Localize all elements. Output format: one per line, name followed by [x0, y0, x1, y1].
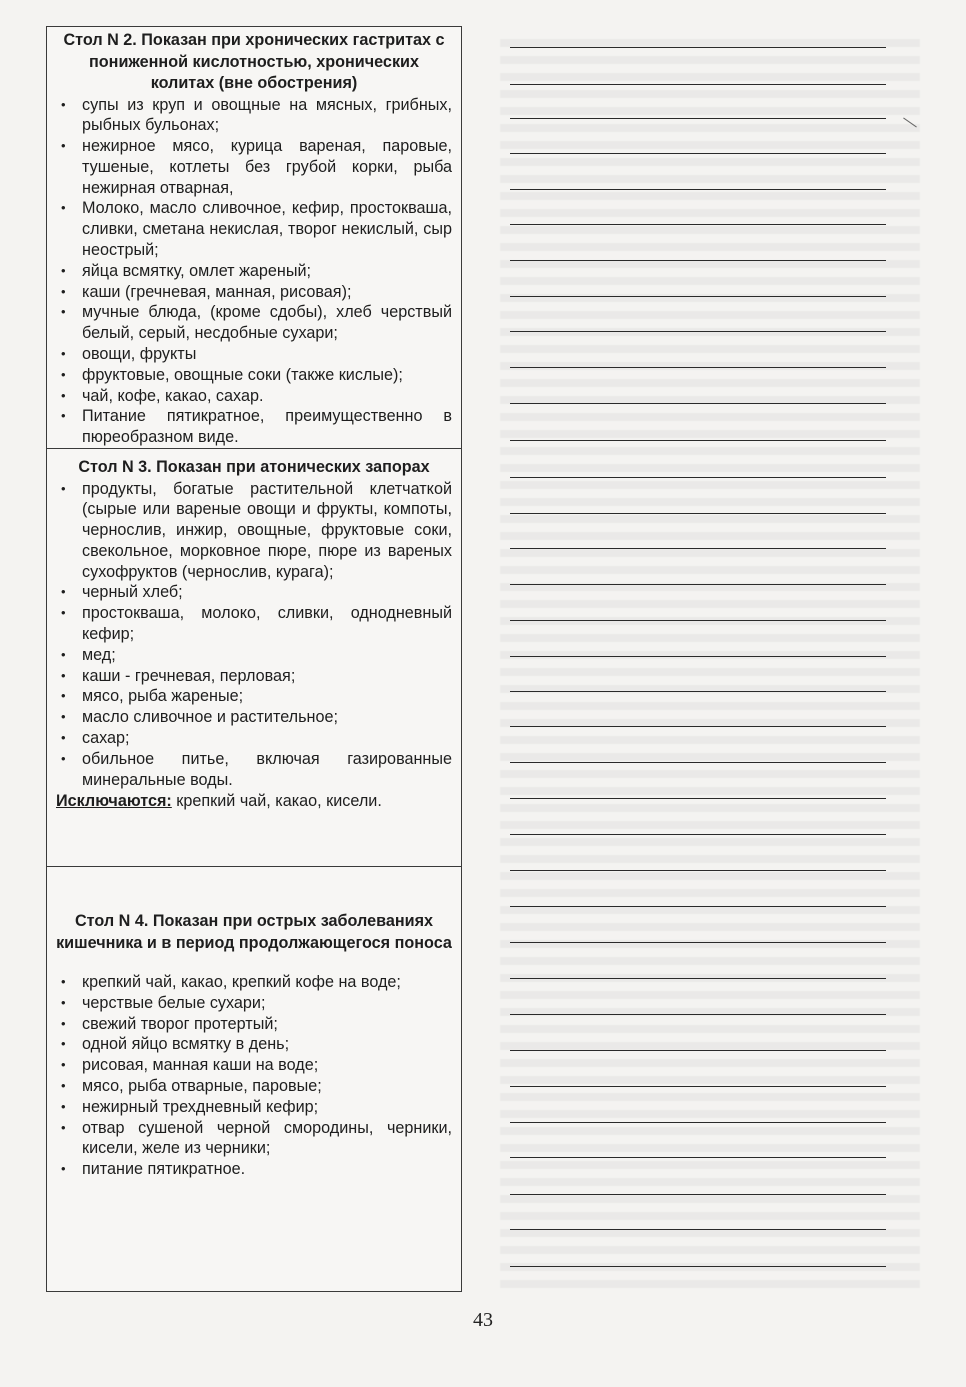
ruled-line [510, 548, 886, 549]
ruled-line [510, 978, 886, 979]
list-item: • чай, кофе, какао, сахар. [56, 386, 452, 407]
list-item: • мясо, рыба жареные; [56, 686, 452, 707]
list-item: • черствые белые сухари; [56, 993, 452, 1014]
list-item: • продукты, богатые растительной клетчаткой (сырые или вареные овощи и фрукты, компоты, чернослив, инжир, овощные, фруктовые соки, свекольное, морковное пюре, пюре из вареных сухофруктов (чернослив, курага); [56, 479, 452, 583]
food-list [56, 95, 452, 449]
ruled-line [510, 620, 886, 621]
list-item: • мясо, рыба отварные, паровые; [56, 1076, 452, 1097]
ruled-line [510, 1014, 886, 1015]
ruled-line [510, 762, 886, 763]
ruled-line [510, 189, 886, 190]
list-item: • мед; [56, 645, 452, 666]
ruled-line [510, 726, 886, 727]
ruled-line [510, 296, 886, 297]
list-item: • фруктовые, овощные соки (также кислые); [56, 365, 452, 386]
ruled-line [510, 47, 886, 48]
section-table-3 [47, 449, 461, 867]
ruled-line [510, 1157, 886, 1158]
ruled-line [510, 906, 886, 907]
ruled-line [510, 1122, 886, 1123]
list-item: • Молоко, масло сливочное, кефир, простокваша, сливки, сметана некислая, творог некислый, сыр неострый; [56, 198, 452, 260]
list-item: • сахар; [56, 728, 452, 749]
ruled-line [510, 440, 886, 441]
list-item: • нежирное мясо, курица вареная, паровые, тушеные, котлеты без грубой корки, рыба нежирная отварная, [56, 136, 452, 198]
ruled-line [510, 942, 886, 943]
exclusion-text: крепкий чай, какао, кисели. [171, 792, 382, 811]
list-item: • масло сливочное и растительное; [56, 707, 452, 728]
ruled-line [510, 870, 886, 871]
diet-tables-column [46, 26, 462, 1292]
ruled-line [510, 331, 886, 332]
ruled-line [510, 1194, 886, 1195]
list-item: • каши (гречневая, манная, рисовая); [56, 282, 452, 303]
ruled-line [510, 584, 886, 585]
ruled-line [510, 84, 886, 85]
section-title: Стол N 4. Показан при острых заболеваниях кишечника и в период продолжающегося поноса [56, 912, 452, 952]
exclusion-label: Исключаются: [56, 792, 172, 811]
show-through-text [500, 30, 920, 1290]
ruled-line [510, 1086, 886, 1087]
list-item: • мучные блюда, (кроме сдобы), хлеб черствый белый, серый, несдобные сухари; [56, 302, 452, 344]
ruled-line [510, 403, 886, 404]
ruled-line [510, 798, 886, 799]
food-list [56, 479, 452, 791]
ruled-line [510, 477, 886, 478]
food-list [56, 972, 452, 1180]
ruled-line [510, 224, 886, 225]
ruled-line [510, 691, 886, 692]
list-item: • нежирный трехдневный кефир; [56, 1097, 452, 1118]
ruled-line [510, 834, 886, 835]
list-item: • крепкий чай, какао, крепкий кофе на воде; [56, 972, 452, 993]
list-item: • простокваша, молоко, сливки, однодневный кефир; [56, 603, 452, 645]
exclusion-note [56, 791, 452, 812]
section-table-4 [47, 867, 461, 1291]
ruled-line [510, 260, 886, 261]
list-item: • Питание пятикратное, преимущественно в пюреобразном виде. [56, 406, 452, 448]
ruled-line [510, 1266, 886, 1267]
list-item: • отвар сушеной черной смородины, черники, кисели, желе из черники; [56, 1118, 452, 1160]
ruled-line [510, 153, 886, 154]
ruled-line [510, 513, 886, 514]
list-item: • одной яйцо всмятку в день; [56, 1034, 452, 1055]
ruled-line [510, 1050, 886, 1051]
list-item: • овощи, фрукты [56, 344, 452, 365]
list-item: • свежий творог протертый; [56, 1014, 452, 1035]
list-item: • черный хлеб; [56, 582, 452, 603]
list-item: • супы из круп и овощные на мясных, грибных, рыбных бульонах; [56, 95, 452, 137]
ruled-line [510, 367, 886, 368]
list-item: • обильное питье, включая газированные минеральные воды. [56, 749, 452, 791]
list-item: • питание пятикратное. [56, 1159, 452, 1180]
ruled-line [510, 1229, 886, 1230]
ruled-line [510, 656, 886, 657]
section-title: Стол N 2. Показан при хронических гастритах с пониженной кислотностью, хронических колитах (вне обострения) [63, 31, 445, 92]
list-item: • каши - гречневая, перловая; [56, 666, 452, 687]
list-item: • яйца всмятку, омлет жареный; [56, 261, 452, 282]
page-number: 43 [473, 1309, 493, 1331]
list-item: • рисовая, манная каши на воде; [56, 1055, 452, 1076]
ruled-line [510, 118, 886, 119]
section-title: Стол N 3. Показан при атонических запорах [78, 458, 430, 476]
section-table-2 [47, 27, 461, 449]
